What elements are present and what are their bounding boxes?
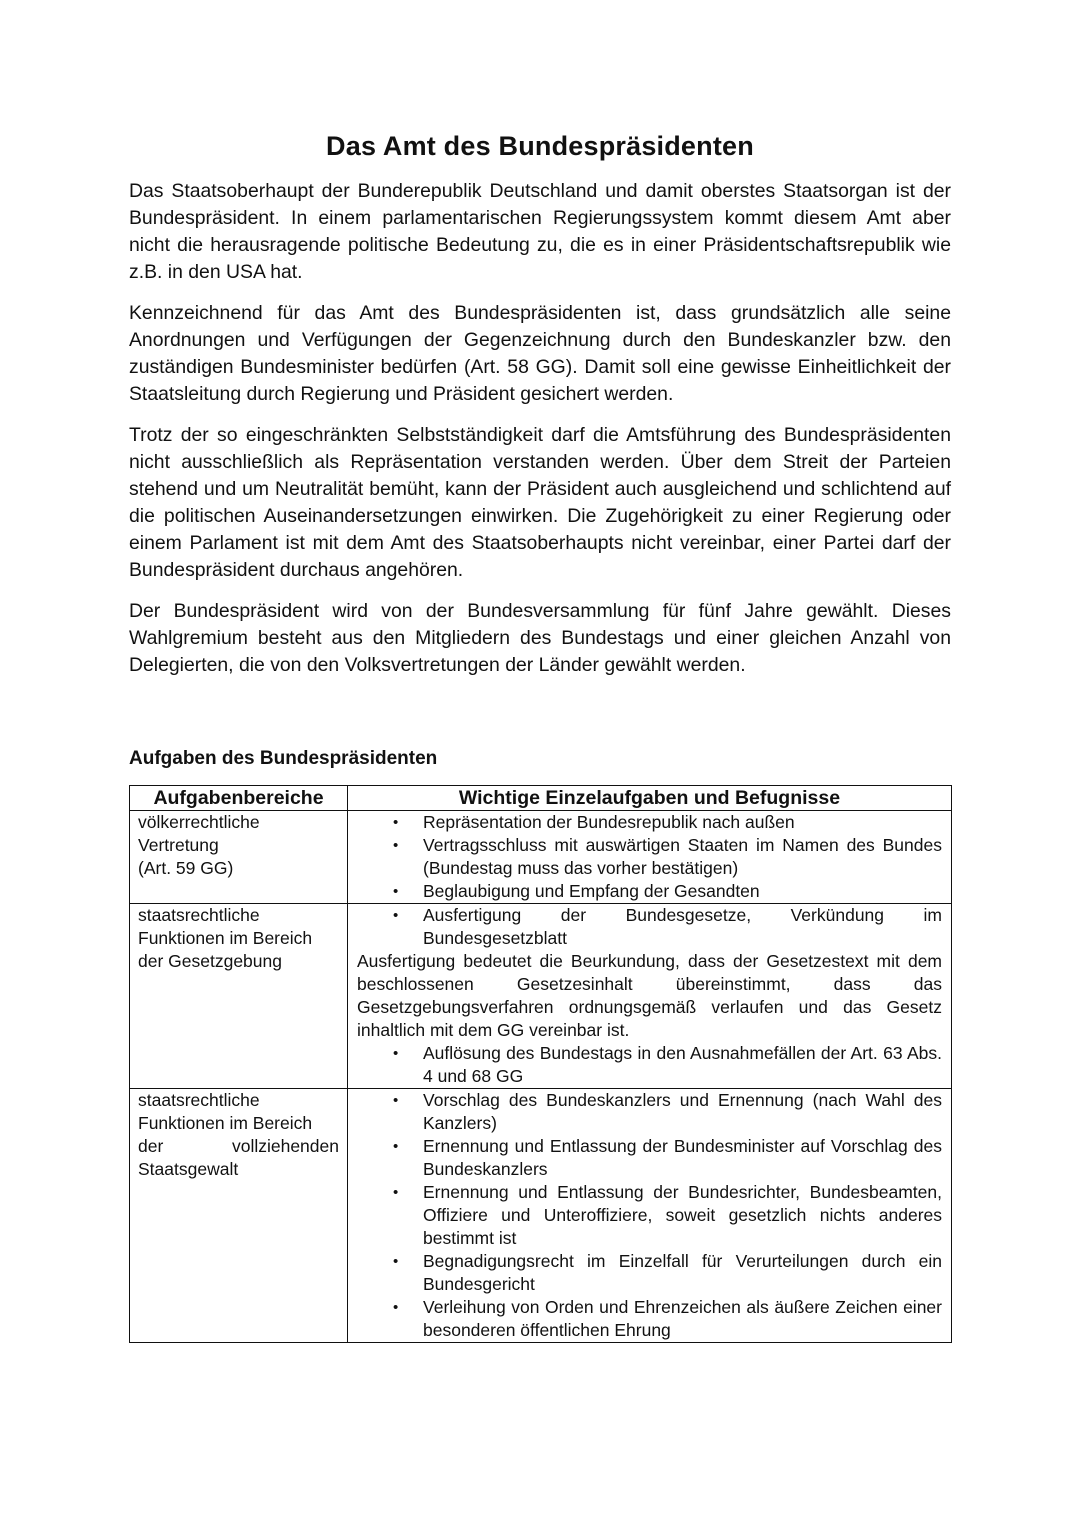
area-text: Staatsgewalt bbox=[138, 1159, 239, 1179]
area-text: (Art. 59 GG) bbox=[138, 858, 234, 878]
list-item-text: Vorschlag des Bundeskanzlers und Ernennung (nach Wahl des Kanzlers) bbox=[423, 1090, 942, 1133]
section-heading: Aufgaben des Bundespräsidenten bbox=[129, 748, 438, 769]
table-header-row bbox=[130, 786, 952, 811]
task-list bbox=[357, 1089, 942, 1342]
list-item bbox=[357, 811, 942, 834]
column-header-areas: Aufgabenbereiche bbox=[130, 786, 348, 811]
area-text: der Gesetzgebung bbox=[138, 951, 282, 971]
column-header-tasks: Wichtige Einzelaufgaben und Befugnisse bbox=[348, 786, 952, 811]
list-item bbox=[357, 1181, 942, 1250]
paragraph: Trotz der so eingeschränkten Selbstständigkeit darf die Amtsführung des Bundespräsidenten nicht ausschließlich als Repräsentation verstanden werden. Über dem Streit der Parteien stehend und um Neutralität bemüht, kann der Präsident auch ausgleichend und schlichtend auf die politischen Auseinandersetzungen einwirken. Die Zugehörigkeit zu einer Regierung oder einem Parlament ist mit dem Amt des Staatsoberhaupts nicht vereinbar, einer Partei darf der Bundespräsident durchaus angehören. bbox=[129, 424, 951, 581]
table-row bbox=[130, 904, 952, 1089]
bullet-icon: • bbox=[393, 1092, 399, 1109]
bullet-icon: • bbox=[393, 1299, 399, 1316]
bullet-icon: • bbox=[393, 1138, 399, 1155]
details-cell bbox=[348, 811, 952, 904]
area-text: der vollziehenden bbox=[138, 1136, 339, 1156]
bullet-icon: • bbox=[393, 1045, 399, 1062]
bullet-icon: • bbox=[393, 814, 399, 831]
list-item bbox=[357, 904, 942, 950]
area-text: Funktionen im Bereich bbox=[138, 1113, 313, 1133]
list-item-text: Auflösung des Bundestags in den Ausnahmefällen der Art. 63 Abs. 4 und 68 GG bbox=[423, 1043, 942, 1086]
list-item-text: Ernennung und Entlassung der Bundesminister auf Vorschlag des Bundeskanzlers bbox=[423, 1136, 942, 1179]
list-item-text: Verleihung von Orden und Ehrenzeichen als äußere Zeichen einer besonderen öffentlichen Ehrung bbox=[423, 1297, 942, 1340]
page-title: Das Amt des Bundespräsidenten bbox=[326, 131, 754, 161]
list-item bbox=[357, 834, 942, 880]
task-list bbox=[357, 904, 942, 950]
paragraph: Der Bundespräsident wird von der Bundesversammlung für fünf Jahre gewählt. Dieses Wahlgremium besteht aus den Mitgliedern des Bundestags und einer gleichen Anzahl von Delegierten, die von den Volksvertretungen der Länder gewählt werden. bbox=[129, 600, 951, 676]
list-item bbox=[357, 1089, 942, 1135]
document-page bbox=[129, 128, 951, 1343]
list-item bbox=[357, 880, 942, 903]
area-text: völkerrechtliche bbox=[138, 812, 260, 832]
list-item-text: Begnadigungsrecht im Einzelfall für Verurteilungen durch ein Bundesgericht bbox=[423, 1251, 942, 1294]
area-cell bbox=[130, 811, 348, 904]
area-text: staatsrechtliche bbox=[138, 1090, 260, 1110]
list-item bbox=[357, 1250, 942, 1296]
bullet-icon: • bbox=[393, 907, 399, 924]
list-item bbox=[357, 1296, 942, 1342]
list-item-text: Ernennung und Entlassung der Bundesrichter, Bundesbeamten, Offiziere und Unteroffiziere, soweit gesetzlich nichts anderes bestimmt ist bbox=[423, 1182, 942, 1248]
task-list bbox=[357, 811, 942, 903]
bullet-icon: • bbox=[393, 1184, 399, 1201]
list-item bbox=[357, 1135, 942, 1181]
table-row bbox=[130, 1089, 952, 1343]
area-cell bbox=[130, 1089, 348, 1343]
list-item bbox=[357, 1042, 942, 1088]
area-text: Vertretung bbox=[138, 835, 219, 855]
tasks-table bbox=[129, 785, 952, 1343]
list-item-text: Repräsentation der Bundesrepublik nach außen bbox=[423, 812, 795, 832]
paragraph: Kennzeichnend für das Amt des Bundespräsidenten ist, dass grundsätzlich alle seine Anordnungen und Verfügungen der Gegenzeichnung durch den Bundeskanzler bzw. den zuständigen Bundesminister bedürfen (Art. 58 GG). Damit soll eine gewisse Einheitlichkeit der Staatsleitung durch Regierung und Präsident gesichert werden. bbox=[129, 302, 951, 405]
details-cell bbox=[348, 904, 952, 1089]
bullet-icon: • bbox=[393, 837, 399, 854]
paragraph: Das Staatsoberhaupt der Bunderepublik Deutschland und damit oberstes Staatsorgan ist der Bundespräsident. In einem parlamentarischen Regierungssystem kommt diesem Amt aber nicht die herausragende politische Bedeutung zu, die es in einer Präsidentschaftsrepublik wie z.B. in den USA hat. bbox=[129, 180, 951, 283]
area-text: Funktionen im Bereich bbox=[138, 928, 313, 948]
list-item-text: Beglaubigung und Empfang der Gesandten bbox=[423, 881, 760, 901]
details-cell bbox=[348, 1089, 952, 1343]
area-cell bbox=[130, 904, 348, 1089]
list-item-text: Ausfertigung der Bundesgesetze, Verkündung im Bundesgesetzblatt bbox=[423, 905, 942, 948]
list-item-text: Vertragsschluss mit auswärtigen Staaten im Namen des Bundes (Bundestag muss das vorher bestätigen) bbox=[423, 835, 942, 878]
bullet-icon: • bbox=[393, 883, 399, 900]
table-row bbox=[130, 811, 952, 904]
note-text: Ausfertigung bedeutet die Beurkundung, dass der Gesetzestext mit dem beschlossenen Gesetzesinhalt übereinstimmt, dass das Gesetzgebungsverfahren ordnungsgemäß verlaufen und das Gesetz inhaltlich mit dem GG vereinbar ist. bbox=[357, 951, 942, 1040]
task-list bbox=[357, 1042, 942, 1088]
area-text: staatsrechtliche bbox=[138, 905, 260, 925]
bullet-icon: • bbox=[393, 1253, 399, 1270]
